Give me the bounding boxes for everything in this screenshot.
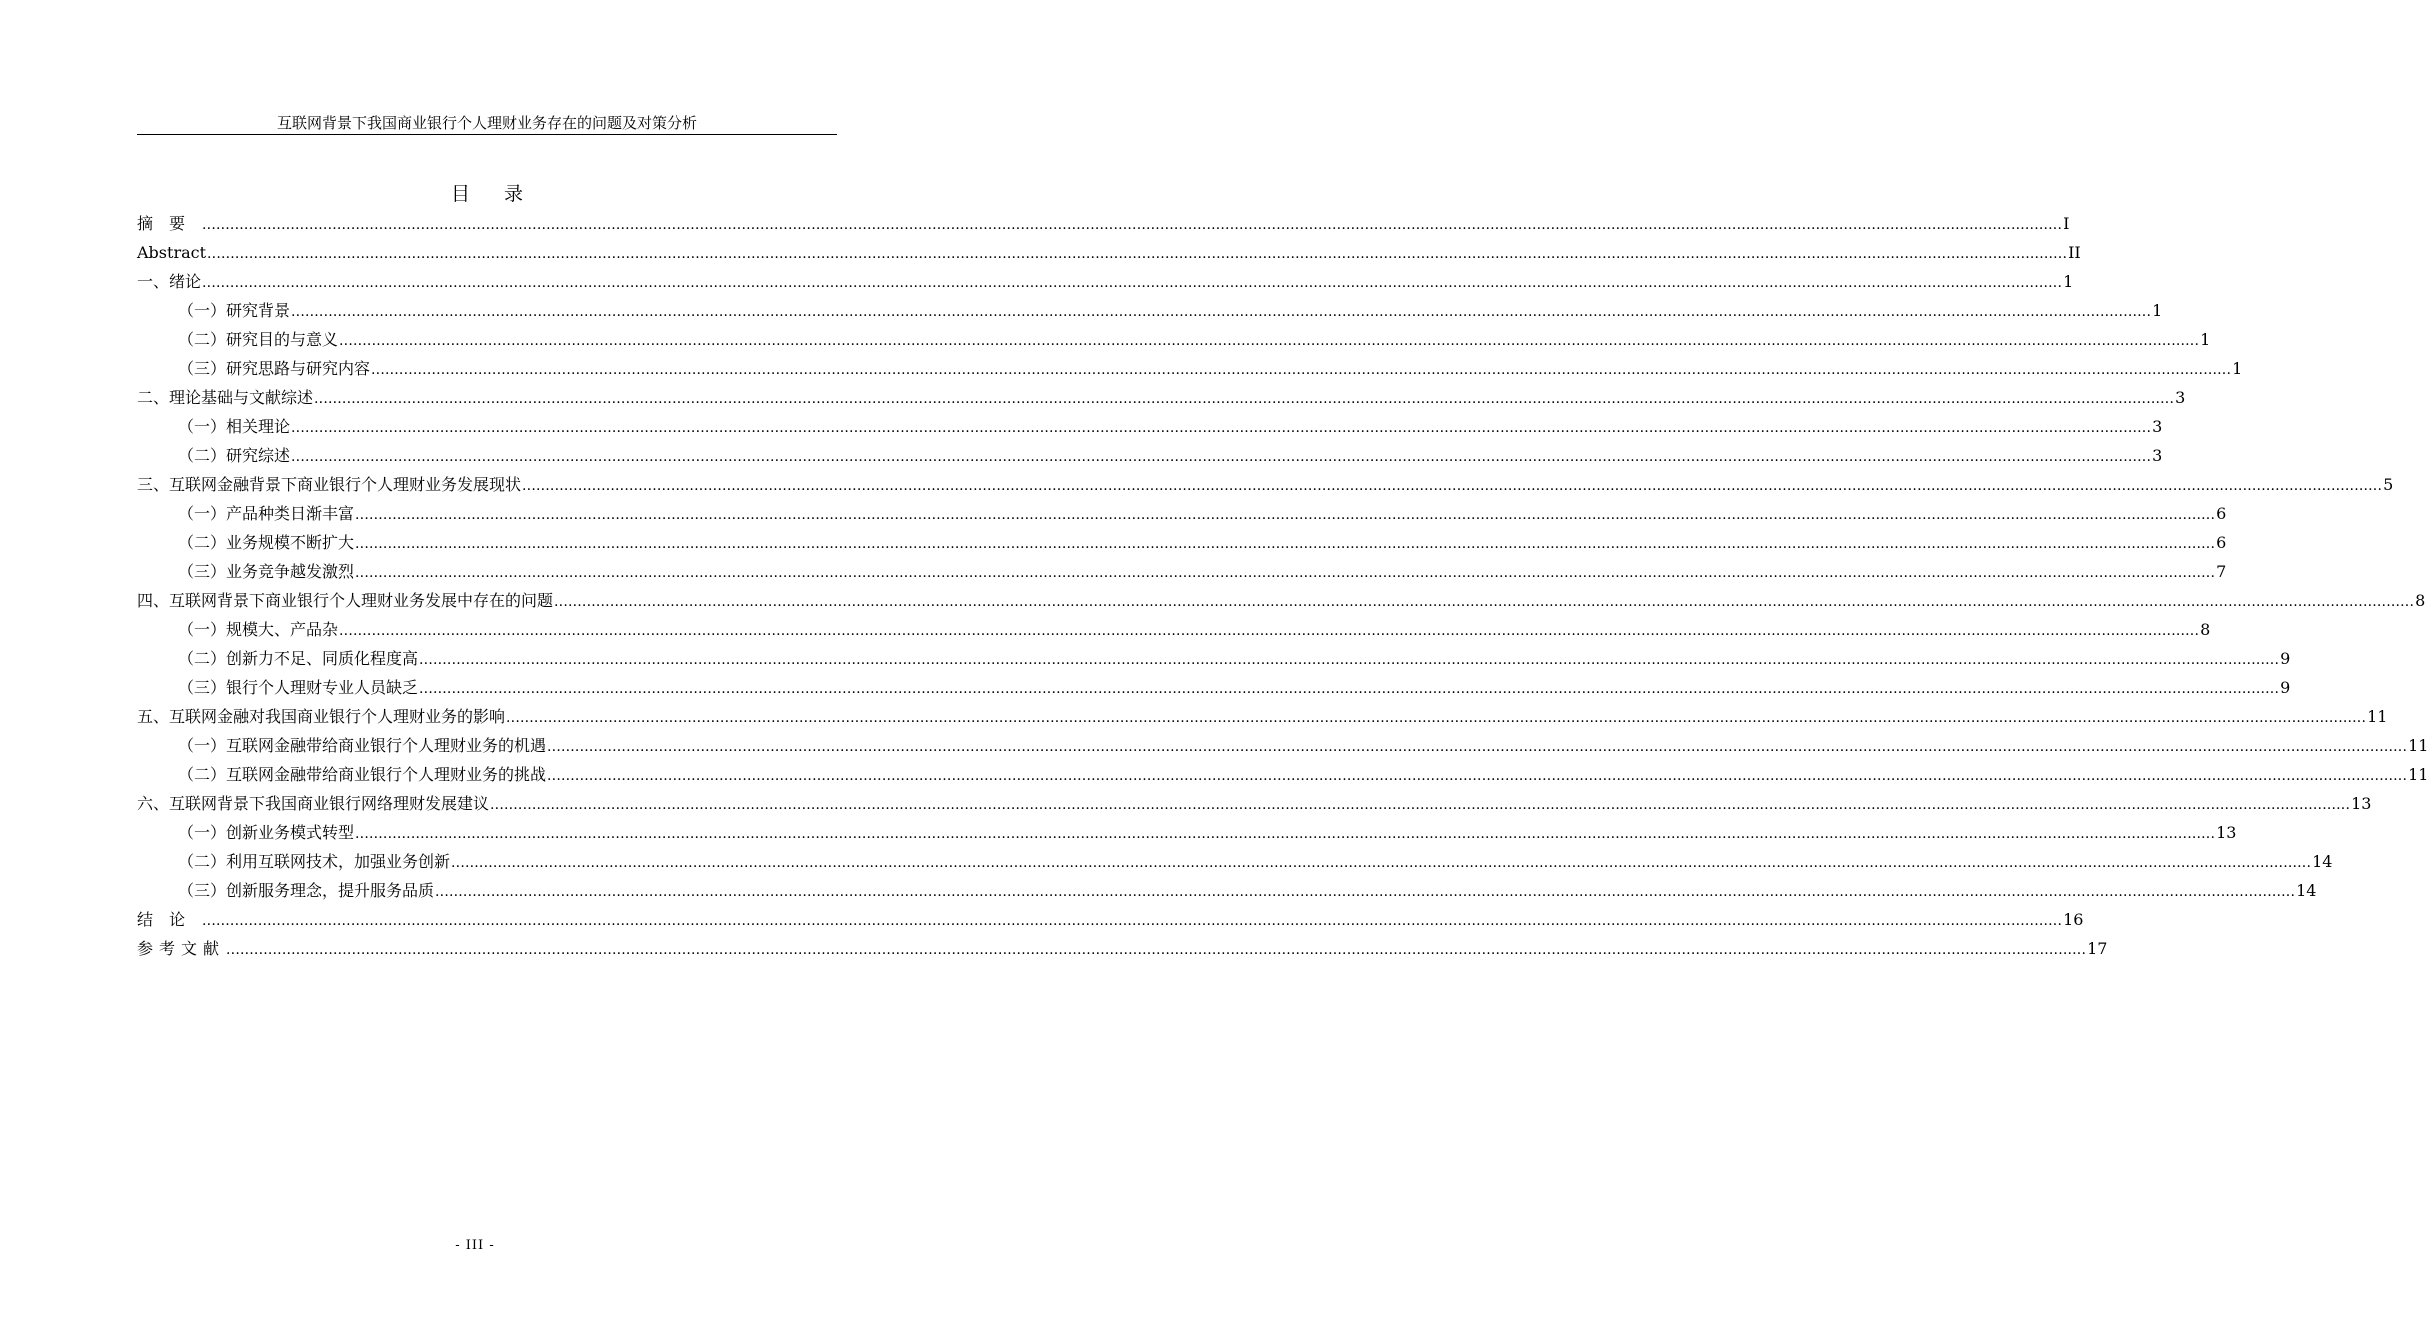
- toc-entry[interactable]: [137, 789, 2372, 818]
- toc-entry-page-number: 3: [2152, 417, 2163, 436]
- dot-leader: ................................................................................................................................................................................................................................................................................................................................................................................................................: [291, 449, 2152, 465]
- toc-entry[interactable]: [137, 325, 2211, 354]
- dot-leader: ................................................................................................................................................................................................................................................................................................................................................................................................................: [314, 391, 2175, 407]
- dot-leader: ................................................................................................................................................................................................................................................................................................................................................................................................................: [490, 797, 2351, 813]
- dot-leader: ................................................................................................................................................................................................................................................................................................................................................................................................................: [554, 594, 2415, 610]
- toc-entry-page-number: 16: [2063, 910, 2084, 929]
- toc-entry[interactable]: [137, 615, 2211, 644]
- toc-entry[interactable]: [137, 876, 2317, 905]
- toc-entry[interactable]: [137, 818, 2237, 847]
- toc-entry[interactable]: [137, 528, 2227, 557]
- toc-entry-page-number: 6: [2216, 533, 2227, 552]
- toc-entry[interactable]: [137, 905, 2084, 934]
- toc-entry-page-number: 3: [2175, 388, 2186, 407]
- toc-entry[interactable]: [137, 644, 2291, 673]
- toc-entry-page-number: 7: [2216, 562, 2227, 581]
- toc-entry-page-number: 11: [2367, 707, 2388, 726]
- toc-entry-page-number: 11: [2408, 765, 2428, 784]
- running-header-title: 互联网背景下我国商业银行个人理财业务存在的问题及对策分析: [276, 114, 697, 132]
- toc-entry-label: 参考文献: [137, 939, 226, 958]
- toc-entry[interactable]: [137, 499, 2227, 528]
- dot-leader: ................................................................................................................................................................................................................................................................................................................................................................................................................: [547, 768, 2408, 784]
- toc-entry-label: （二）研究综述: [178, 446, 291, 465]
- toc-entry-page-number: 14: [2312, 852, 2333, 871]
- toc-entry[interactable]: [137, 731, 2428, 760]
- dot-leader: ................................................................................................................................................................................................................................................................................................................................................................................................................: [451, 855, 2312, 871]
- dot-leader: ................................................................................................................................................................................................................................................................................................................................................................................................................: [291, 304, 2152, 320]
- toc-entry-page-number: II: [2068, 243, 2081, 262]
- dot-leader: ................................................................................................................................................................................................................................................................................................................................................................................................................: [355, 565, 2216, 581]
- dot-leader: ................................................................................................................................................................................................................................................................................................................................................................................................................: [355, 507, 2216, 523]
- toc-entry-label: （一）规模大、产品杂: [178, 620, 339, 639]
- toc-entry-label: （一）研究背景: [178, 301, 291, 320]
- toc-entry-label: （一）产品种类日渐丰富: [178, 504, 355, 523]
- toc-entry-page-number: 1: [2152, 301, 2163, 320]
- dot-leader: ................................................................................................................................................................................................................................................................................................................................................................................................................: [522, 478, 2383, 494]
- toc-entry-label: （二）业务规模不断扩大: [178, 533, 355, 552]
- dot-leader: ................................................................................................................................................................................................................................................................................................................................................................................................................: [547, 739, 2408, 755]
- toc-entry-page-number: 13: [2351, 794, 2372, 813]
- toc-entry-page-number: 8: [2415, 591, 2426, 610]
- toc-entry-page-number: 8: [2200, 620, 2211, 639]
- toc-entry-page-number: 17: [2087, 939, 2108, 958]
- toc-entry-page-number: 6: [2216, 504, 2227, 523]
- toc-entry-label: （二）互联网金融带给商业银行个人理财业务的挑战: [178, 765, 547, 784]
- dot-leader: ................................................................................................................................................................................................................................................................................................................................................................................................................: [339, 333, 2200, 349]
- toc-entry-page-number: 1: [2200, 330, 2211, 349]
- dot-leader: ................................................................................................................................................................................................................................................................................................................................................................................................................: [435, 884, 2296, 900]
- toc-entry-page-number: I: [2063, 214, 2070, 233]
- dot-leader: ................................................................................................................................................................................................................................................................................................................................................................................................................: [355, 826, 2216, 842]
- dot-leader: ................................................................................................................................................................................................................................................................................................................................................................................................................: [291, 420, 2152, 436]
- toc-entry-label: （二）利用互联网技术，加强业务创新: [178, 852, 451, 871]
- toc-entry[interactable]: [137, 296, 2163, 325]
- dot-leader: ................................................................................................................................................................................................................................................................................................................................................................................................................: [355, 536, 2216, 552]
- toc-entry-label: 结论: [137, 910, 202, 929]
- toc-entry-page-number: 1: [2063, 272, 2074, 291]
- toc-entry-page-number: 1: [2232, 359, 2243, 378]
- toc-entry-label: （一）创新业务模式转型: [178, 823, 355, 842]
- toc-entry-page-number: 9: [2280, 649, 2291, 668]
- toc-entry-label: 六、互联网背景下我国商业银行网络理财发展建议: [137, 794, 490, 813]
- toc-entry[interactable]: [137, 354, 2243, 383]
- dot-leader: ................................................................................................................................................................................................................................................................................................................................................................................................................: [202, 913, 2063, 929]
- toc-entry[interactable]: [137, 557, 2227, 586]
- toc-entry[interactable]: [137, 586, 2426, 615]
- toc-entry[interactable]: [137, 238, 2081, 267]
- toc-title: 目录: [450, 183, 557, 205]
- toc-entry[interactable]: [137, 934, 2108, 963]
- toc-entry[interactable]: [137, 267, 2074, 296]
- toc-entry[interactable]: [137, 760, 2428, 789]
- toc-entry-label: （二）研究目的与意义: [178, 330, 339, 349]
- dot-leader: ................................................................................................................................................................................................................................................................................................................................................................................................................: [202, 275, 2063, 291]
- toc-entry-label: 三、互联网金融背景下商业银行个人理财业务发展现状: [137, 475, 522, 494]
- dot-leader: ................................................................................................................................................................................................................................................................................................................................................................................................................: [226, 942, 2087, 958]
- toc-entry-label: （一）相关理论: [178, 417, 291, 436]
- toc-entry-page-number: 11: [2408, 736, 2428, 755]
- toc-entry-label: （二）创新力不足、同质化程度高: [178, 649, 419, 668]
- toc-entry-label: （三）创新服务理念，提升服务品质: [178, 881, 435, 900]
- toc-entry[interactable]: [137, 702, 2388, 731]
- toc-entry-page-number: 14: [2296, 881, 2317, 900]
- header-divider: [137, 134, 837, 135]
- toc-entry[interactable]: [137, 412, 2163, 441]
- dot-leader: ................................................................................................................................................................................................................................................................................................................................................................................................................: [506, 710, 2367, 726]
- toc-entry-page-number: 9: [2280, 678, 2291, 697]
- toc-entry[interactable]: [137, 209, 2070, 238]
- dot-leader: ................................................................................................................................................................................................................................................................................................................................................................................................................: [207, 246, 2068, 262]
- toc-entry-page-number: 5: [2383, 475, 2394, 494]
- page-number: - III -: [455, 1238, 495, 1253]
- dot-leader: ................................................................................................................................................................................................................................................................................................................................................................................................................: [419, 681, 2280, 697]
- toc-entry-page-number: 13: [2216, 823, 2237, 842]
- toc-entry-label: （三）银行个人理财专业人员缺乏: [178, 678, 419, 697]
- toc-entry-label: Abstract: [137, 243, 207, 262]
- dot-leader: ................................................................................................................................................................................................................................................................................................................................................................................................................: [371, 362, 2232, 378]
- toc-entry-label: （一）互联网金融带给商业银行个人理财业务的机遇: [178, 736, 547, 755]
- toc-entry[interactable]: [137, 847, 2333, 876]
- dot-leader: ................................................................................................................................................................................................................................................................................................................................................................................................................: [339, 623, 2200, 639]
- toc-entry-label: 五、互联网金融对我国商业银行个人理财业务的影响: [137, 707, 506, 726]
- toc-entry-label: （三）业务竞争越发激烈: [178, 562, 355, 581]
- toc-entry[interactable]: [137, 441, 2163, 470]
- dot-leader: ................................................................................................................................................................................................................................................................................................................................................................................................................: [419, 652, 2280, 668]
- toc-entry-label: 四、互联网背景下商业银行个人理财业务发展中存在的问题: [137, 591, 554, 610]
- toc-entry-label: 摘要: [137, 214, 202, 233]
- table-of-contents: [137, 209, 2428, 963]
- toc-entry[interactable]: [137, 673, 2291, 702]
- toc-entry-label: 二、理论基础与文献综述: [137, 388, 314, 407]
- toc-entry-label: （三）研究思路与研究内容: [178, 359, 371, 378]
- toc-entry-label: 一、绪论: [137, 272, 202, 291]
- toc-entry[interactable]: [137, 383, 2186, 412]
- toc-entry-page-number: 3: [2152, 446, 2163, 465]
- toc-entry[interactable]: [137, 470, 2394, 499]
- dot-leader: ................................................................................................................................................................................................................................................................................................................................................................................................................: [202, 217, 2063, 233]
